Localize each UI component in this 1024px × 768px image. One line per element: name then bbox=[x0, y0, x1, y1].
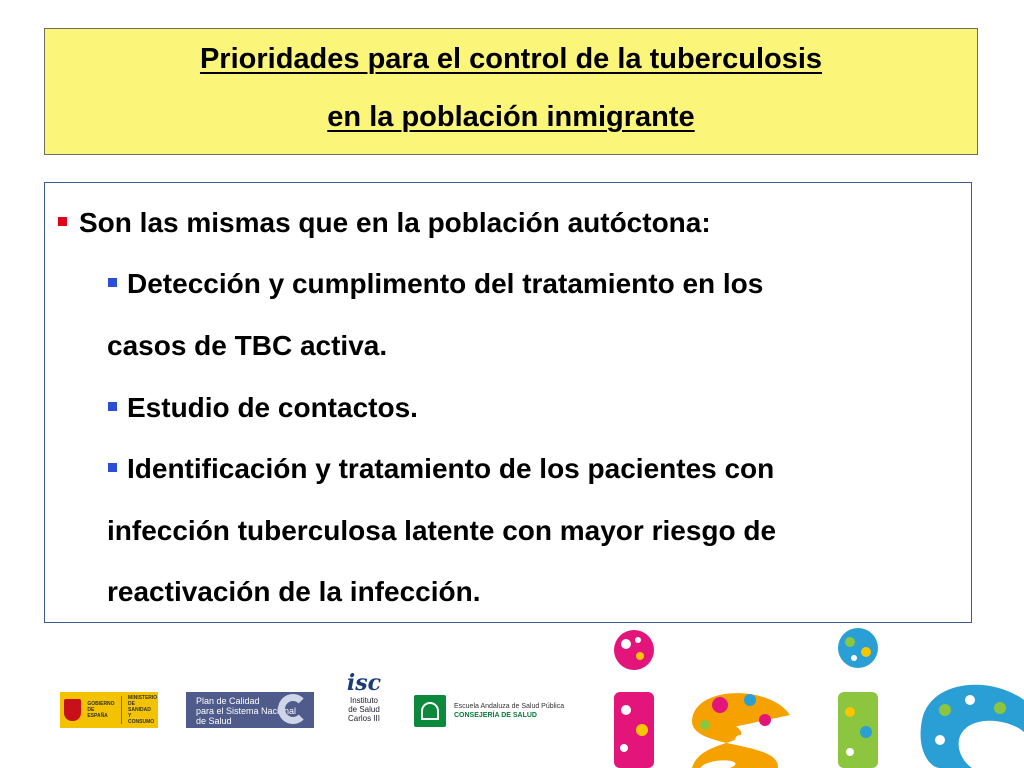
bullet-item-sub bbox=[108, 453, 774, 485]
title-line-2: en la población inmigrante bbox=[327, 101, 695, 133]
blue-square-bullet-icon bbox=[108, 463, 117, 472]
i-stem-icon bbox=[614, 692, 654, 768]
bullet-text: Estudio de contactos. bbox=[127, 392, 418, 423]
bullet-continuation bbox=[107, 515, 776, 547]
bullet-item-main bbox=[58, 207, 711, 239]
c-mark-icon bbox=[278, 694, 308, 724]
bullet-continuation bbox=[107, 576, 480, 608]
title-box bbox=[44, 28, 978, 155]
bullet-text: infección tuberculosa latente con mayor riesgo de bbox=[107, 515, 777, 546]
bullet-text: Son las mismas que en la población autóctona: bbox=[79, 207, 711, 238]
bullet-text: reactivación de la infección. bbox=[107, 576, 481, 607]
bullet-text: casos de TBC activa. bbox=[107, 330, 388, 361]
title-line-1: Prioridades para el control de la tuberculosis bbox=[199, 43, 823, 75]
plan-calidad-logo: Plan de Calidad para el Sistema Nacional de Salud bbox=[186, 692, 314, 728]
red-square-bullet-icon bbox=[58, 217, 67, 226]
i-stem-2-icon bbox=[838, 692, 878, 768]
blue-square-bullet-icon bbox=[108, 278, 117, 287]
junta-andalucia-logo: Escuela Andaluza de Salud Pública CONSEJERÍA DE SALUD bbox=[414, 694, 574, 728]
bullet-text: Identificación y tratamiento de los pacientes con bbox=[127, 453, 775, 484]
bullet-item-sub bbox=[108, 268, 763, 300]
isc-decorative-artwork bbox=[600, 620, 1024, 768]
bullet-continuation bbox=[107, 330, 387, 362]
blue-square-bullet-icon bbox=[108, 402, 117, 411]
s-letter-icon bbox=[692, 693, 790, 768]
i-dot-2-icon bbox=[838, 628, 878, 668]
junta-emblem-icon bbox=[414, 695, 446, 727]
i-dot-icon bbox=[614, 630, 654, 670]
content-box bbox=[44, 182, 972, 623]
instituto-carlos-iii-logo: isc Instituto de Salud Carlos III bbox=[346, 670, 382, 723]
bullet-text: Detección y cumplimento del tratamiento en los bbox=[127, 268, 764, 299]
gobierno-ministerio-logo: GOBIERNO DE ESPAÑA MINISTERIO DE SANIDAD Y CONSUMO bbox=[60, 692, 158, 728]
bullet-item-sub bbox=[108, 392, 418, 424]
coat-of-arms-icon bbox=[64, 699, 81, 721]
c-letter-icon bbox=[921, 685, 1024, 768]
